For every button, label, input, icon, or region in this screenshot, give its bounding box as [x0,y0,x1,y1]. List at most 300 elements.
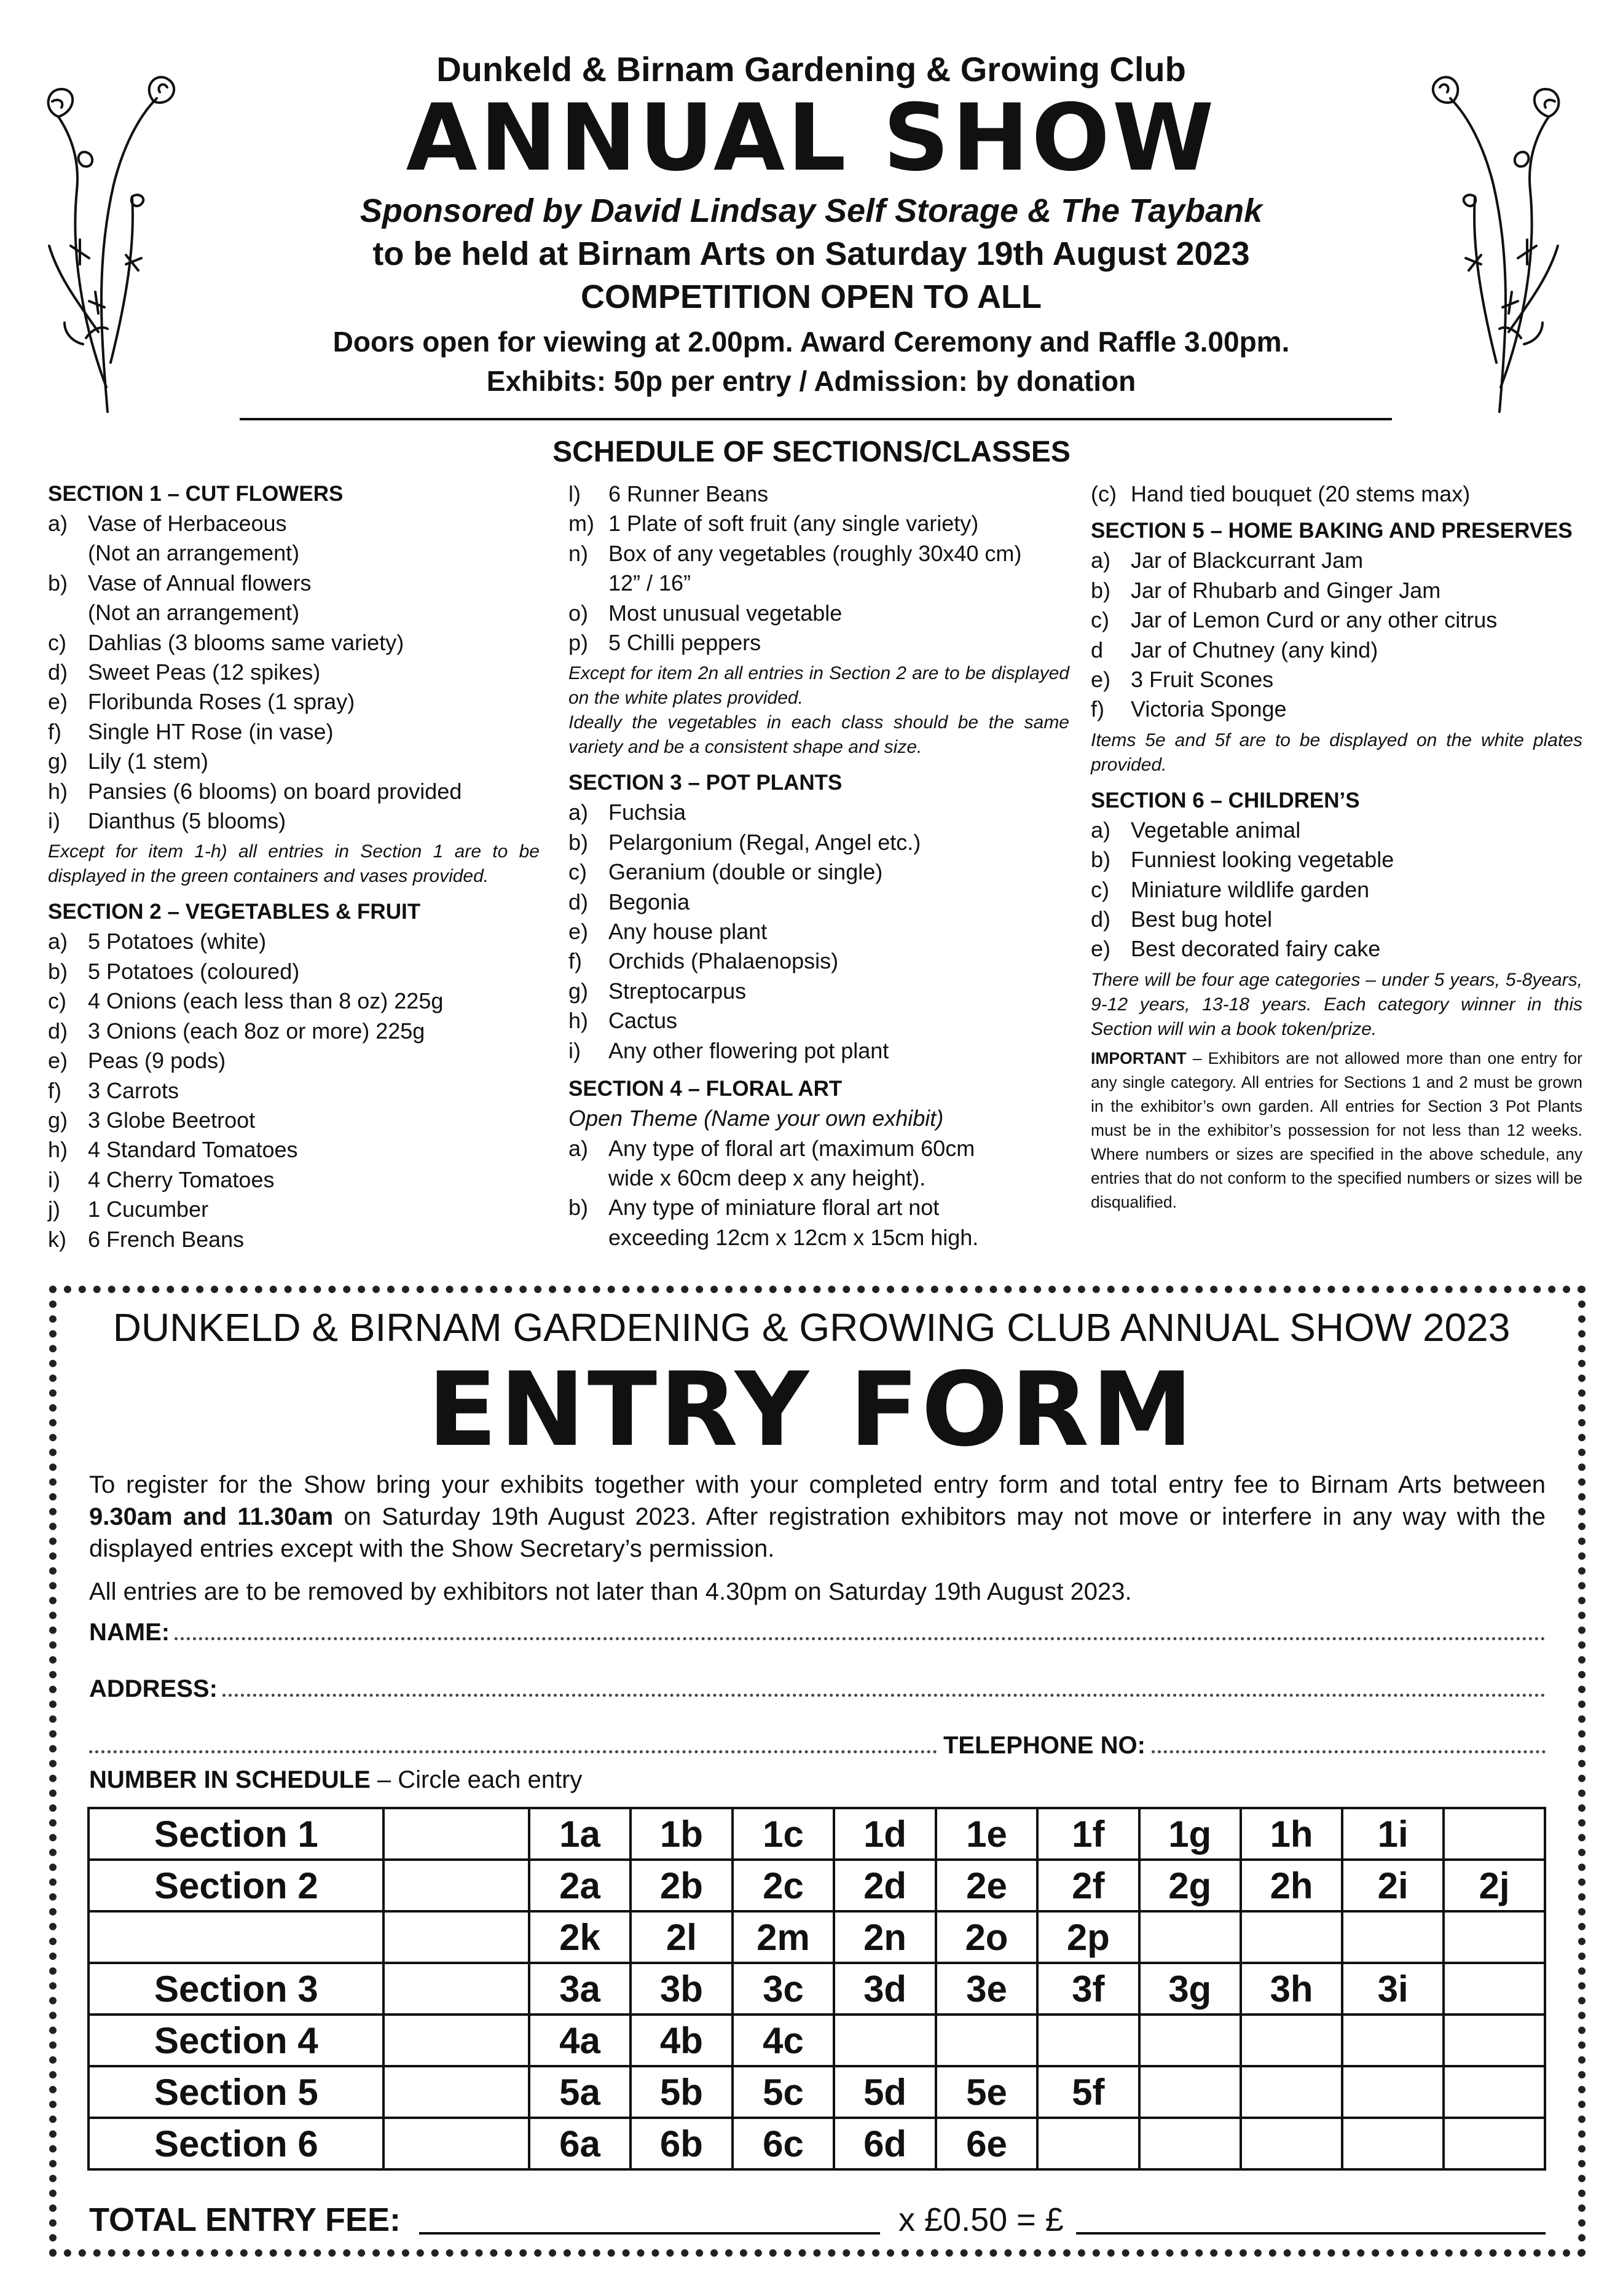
list-item [568,599,1069,628]
grid-empty-cell [936,2015,1037,2066]
item-letter: d) [1091,906,1111,932]
item-letter: d) [48,659,68,685]
list-item [1091,694,1582,724]
list-item [1091,665,1582,694]
list-item [568,798,1069,827]
class-number-cell[interactable]: 6d [834,2118,935,2169]
grid-empty-cell [1037,2015,1139,2066]
name-input-line[interactable] [175,1616,1546,1640]
class-number-cell[interactable]: 5c [733,2066,835,2118]
item-text: exceeding 12cm x 12cm x 15cm high. [608,1224,979,1250]
section-1-list [48,509,540,836]
item-letter: i) [48,808,60,834]
item-letter [568,568,608,598]
class-number-cell[interactable]: 5a [529,2066,631,2118]
class-number-cell[interactable]: 1e [936,1808,1037,1860]
class-number-cell[interactable]: 3e [936,1963,1037,2015]
list-item [1091,635,1582,665]
item-text: Vase of Herbaceous [88,511,287,536]
class-number-cell[interactable]: 3f [1037,1963,1139,2015]
list-item [568,628,1069,658]
telephone-input-line[interactable] [1152,1729,1546,1753]
section-5-note: Items 5e and 5f are to be displayed on the white plates provided. [1091,729,1582,775]
class-number-cell[interactable]: 5d [834,2066,935,2118]
item-letter: a) [48,511,68,536]
number-hint: – Circle each entry [370,1766,583,1793]
item-text: Jar of Blackcurrant Jam [1131,548,1364,573]
list-item [48,568,540,598]
section-4-list [568,1134,1069,1253]
item-letter: g) [568,978,589,1004]
class-number-cell[interactable]: 2n [834,1911,935,1963]
class-number-cell[interactable]: 2c [733,1860,835,1911]
item-text: Orchids (Phalaenopsis) [608,948,839,974]
item-letter: p) [568,630,589,656]
entry-form-intro [89,1469,1546,1565]
item-text: 4 Onions (each less than 8 oz) 225g [88,988,444,1014]
poster-header [221,37,1401,401]
list-item [568,1193,1069,1222]
grid-section-label [88,1911,383,1963]
class-number-cell[interactable]: 6a [529,2118,631,2169]
class-number-cell[interactable]: 3g [1139,1963,1241,2015]
section-5-title: SECTION 5 – HOME BAKING AND PRESERVES [1091,519,1573,543]
class-number-cell[interactable]: 2h [1241,1860,1342,1911]
address-label: ADDRESS: [89,1675,218,1702]
list-item [48,1076,540,1106]
item-letter: c) [568,859,587,885]
item-text: Miniature wildlife garden [1131,876,1370,902]
grid-empty-cell [1444,2015,1545,2066]
flower-illustration-mirrored [1426,43,1573,424]
open-to-all: COMPETITION OPEN TO ALL [580,278,1042,315]
class-number-cell[interactable]: 2m [733,1911,835,1963]
list-item [48,777,540,806]
item-letter [48,538,88,568]
section-2-note-1: Except for item 2n all entries in Section 2 are to be displayed on the white plates provided. [568,663,1069,709]
name-field[interactable] [89,1616,1546,1648]
important-label: IMPORTANT [1091,1048,1187,1067]
class-number-cell[interactable]: 1f [1037,1808,1139,1860]
section-3-list [568,798,1069,1066]
class-number-cell[interactable]: 5e [936,2066,1037,2118]
list-item [1091,605,1582,635]
class-number-cell[interactable]: 2k [529,1911,631,1963]
item-text: Pelargonium (Regal, Angel etc.) [608,829,921,855]
item-text: Most unusual vegetable [608,600,843,626]
class-number-cell[interactable]: 6e [936,2118,1037,2169]
item-letter: b) [48,570,68,596]
class-number-cell[interactable]: 2l [631,1911,732,1963]
list-item [48,1016,540,1046]
section-1-title: SECTION 1 – CUT FLOWERS [48,482,344,506]
grid-empty-cell [1444,2066,1545,2118]
grid-row [88,1911,1545,1963]
grid-section-label: Section 2 [88,1860,383,1911]
list-item [1091,576,1582,605]
class-number-cell[interactable]: 5f [1037,2066,1139,2118]
class-number-cell[interactable]: 2f [1037,1860,1139,1911]
item-letter: b) [568,829,589,855]
list-item [568,977,1069,1006]
item-text: 5 Chilli peppers [608,630,761,656]
list-item [568,1134,1069,1163]
list-item [1091,479,1582,509]
grid-blank-cell [383,2118,529,2169]
item-letter [568,1163,608,1193]
telephone-label: TELEPHONE NO: [943,1732,1146,1759]
list-item [568,1036,1069,1066]
class-number-cell[interactable]: 6c [733,2118,835,2169]
item-letter: c) [1091,876,1109,902]
grid-empty-cell [1342,1911,1444,1963]
item-text: Any type of floral art (maximum 60cm [608,1135,975,1161]
section-2-list-b [568,479,1069,658]
class-number-cell[interactable]: 4c [733,2015,835,2066]
class-number-cell[interactable]: 2e [936,1860,1037,1911]
class-number-cell[interactable]: 3h [1241,1963,1342,2015]
item-text: Vase of Annual flowers [88,570,312,596]
list-item [48,628,540,658]
item-text: Floribunda Roses (1 spray) [88,689,355,715]
list-item [568,479,1069,509]
number-in-schedule [89,1764,582,1796]
section-4-title: SECTION 4 – FLORAL ART [568,1077,843,1101]
address-field[interactable] [89,1673,1546,1705]
grid-empty-cell [1241,2118,1342,2169]
list-item [48,1195,540,1224]
list-item [568,887,1069,917]
class-number-cell[interactable]: 1g [1139,1808,1241,1860]
item-letter: e) [48,689,68,715]
item-text: (Not an arrangement) [88,600,300,626]
item-text: Vegetable animal [1131,817,1301,843]
item-text: Best bug hotel [1131,906,1273,932]
schedule-heading: SCHEDULE OF SECTIONS/CLASSES [552,436,1071,468]
item-letter: i) [568,1037,581,1063]
grid-row [88,1963,1545,2015]
item-text: Hand tied bouquet (20 stems max) [1131,481,1471,506]
item-letter: j) [48,1197,60,1222]
grid-row [88,1860,1545,1911]
class-number-cell[interactable]: 4a [529,2015,631,2066]
list-item [48,1106,540,1135]
item-letter: k) [48,1226,66,1252]
item-letter: f) [1091,696,1104,722]
item-text: Dahlias (3 blooms same variety) [88,629,404,655]
name-label: NAME: [89,1619,170,1646]
class-number-cell[interactable]: 6b [631,2118,732,2169]
item-letter: e) [1091,667,1111,693]
item-letter: g) [48,749,68,774]
item-text: 3 Carrots [88,1077,179,1103]
item-letter: a) [1091,548,1111,573]
item-letter: b) [48,958,68,984]
item-text: 1 Plate of soft fruit (any single variety) [608,511,979,537]
list-item [48,1165,540,1195]
item-letter: b) [1091,577,1111,603]
list-item [568,509,1069,538]
item-text: 3 Onions (each 8oz or more) 225g [88,1018,425,1044]
grid-empty-cell [1139,2118,1241,2169]
item-letter: (c) [1091,481,1117,506]
grid-section-label: Section 3 [88,1963,383,2015]
item-letter: m) [568,511,594,537]
section-6-title: SECTION 6 – CHILDREN’S [1091,788,1360,812]
grid-row [88,2015,1545,2066]
total-amount-line[interactable] [1076,2201,1546,2235]
list-item [568,568,1069,598]
grid-blank-cell [383,1963,529,2015]
item-letter: b) [1091,847,1111,873]
list-item [48,598,540,627]
item-letter: d [1091,637,1104,662]
item-letter: c) [48,988,66,1014]
item-letter: e) [48,1048,68,1074]
intro-time: 9.30am and 11.30am [89,1503,334,1530]
item-text: Streptocarpus [608,978,747,1004]
list-item [1091,875,1582,905]
list-item [1091,934,1582,964]
item-text: 5 Potatoes (coloured) [88,958,300,984]
item-text: 3 Fruit Scones [1131,667,1274,693]
class-number-cell[interactable]: 1c [733,1808,835,1860]
list-item [48,957,540,986]
intro-text-2: on Saturday 19th August 2023. After registration exhibitors may not move or interfere in any way with the displayed entries except with the Show Secretary’s permission. [89,1503,1546,1562]
item-text: Dianthus (5 blooms) [88,808,286,834]
important-notice [1091,1047,1582,1214]
grid-blank-cell [383,2015,529,2066]
class-number-cell[interactable]: 2p [1037,1911,1139,1963]
grid-empty-cell [1342,2118,1444,2169]
grid-empty-cell [1139,1911,1241,1963]
item-text: Peas (9 pods) [88,1048,226,1074]
grid-blank-cell [383,1808,529,1860]
entry-form-removal: All entries are to be removed by exhibitors not later than 4.30pm on Saturday 19th August 2023. [89,1578,1132,1605]
grid-empty-cell [1241,1911,1342,1963]
entry-count-line[interactable] [419,2201,880,2235]
item-letter: e) [568,919,589,945]
section-2-list-a [48,927,540,1254]
club-name: Dunkeld & Birnam Gardening & Growing Club [436,50,1186,88]
section-4-theme: Open Theme (Name your own exhibit) [568,1106,944,1131]
item-letter: l) [568,481,581,506]
grid-empty-cell [1342,2015,1444,2066]
item-letter: a) [568,800,589,825]
class-number-cell[interactable]: 3b [631,1963,732,2015]
item-text: 4 Cherry Tomatoes [88,1166,275,1192]
grid-empty-cell [1037,2118,1139,2169]
number-label: NUMBER IN SCHEDULE [89,1766,371,1793]
list-item [48,986,540,1016]
item-letter: h) [48,1137,68,1163]
class-number-cell[interactable]: 3i [1342,1963,1444,2015]
item-letter: a) [48,929,68,954]
list-item [1091,816,1582,845]
class-number-cell[interactable]: 2i [1342,1860,1444,1911]
item-letter: o) [568,600,589,626]
item-text: Jar of Rhubarb and Ginger Jam [1131,577,1441,603]
grid-section-label: Section 6 [88,2118,383,2169]
schedule-column-2 [568,479,1069,1252]
class-number-cell[interactable]: 1d [834,1808,935,1860]
item-letter: n) [568,540,589,566]
item-letter: f) [48,1077,61,1103]
address-line-2[interactable] [89,1729,937,1753]
item-text: 1 Cucumber [88,1197,209,1222]
item-text: Any house plant [608,919,768,945]
item-text: Lily (1 stem) [88,749,209,774]
list-item [48,927,540,956]
item-letter: b) [568,1195,589,1221]
list-item [48,1135,540,1165]
grid-empty-cell [1444,1911,1545,1963]
item-text: Jar of Chutney (any kind) [1131,637,1378,662]
item-text: Box of any vegetables (roughly 30x40 cm) [608,540,1022,566]
grid-row [88,2118,1545,2169]
item-text: Jar of Lemon Curd or any other citrus [1131,607,1498,633]
item-letter: d) [48,1018,68,1044]
schedule-column-3 [1091,479,1582,1214]
entry-grid [87,1807,1546,2171]
section-2-title: SECTION 2 – VEGETABLES & FRUIT [48,900,421,924]
grid-empty-cell [1139,2066,1241,2118]
grid-blank-cell [383,2066,529,2118]
address-input-line[interactable] [222,1673,1546,1697]
item-text: Sweet Peas (12 spikes) [88,659,321,685]
item-letter: h) [568,1008,589,1034]
item-text: 6 Runner Beans [608,481,769,506]
class-number-cell[interactable]: 3d [834,1963,935,2015]
class-number-cell[interactable]: 2g [1139,1860,1241,1911]
list-item [48,658,540,687]
list-item [48,1225,540,1254]
item-letter: c) [1091,607,1109,633]
intro-text-1: To register for the Show bring your exhibits together with your completed entry form and total entry fee to Birnam Arts between [89,1471,1546,1498]
item-text: Funniest looking vegetable [1131,847,1394,873]
list-item [568,828,1069,857]
item-letter: f) [568,948,582,974]
header-divider [240,418,1392,420]
section-5-list [1091,546,1582,724]
item-letter: h) [48,778,68,804]
item-text: Any other flowering pot plant [608,1037,889,1063]
item-letter [568,1223,608,1252]
item-letter: d) [568,889,589,914]
section-2-note [568,661,1069,710]
item-text: Victoria Sponge [1131,696,1287,722]
class-number-cell[interactable]: 3c [733,1963,835,2015]
item-text: Best decorated fairy cake [1131,936,1381,962]
exhibits-line: Exhibits: 50p per entry / Admission: by donation [486,365,1136,397]
item-letter: i) [48,1166,60,1192]
show-title: ANNUAL SHOW [406,85,1217,192]
list-item [48,1046,540,1075]
item-text: 3 Globe Beetroot [88,1107,256,1133]
item-text: Pansies (6 blooms) on board provided [88,778,462,804]
item-text: 6 French Beans [88,1226,245,1252]
section-6-list [1091,816,1582,964]
grid-empty-cell [834,2015,935,2066]
item-text: Fuchsia [608,800,686,825]
item-letter: a) [568,1135,589,1161]
total-fee-row [89,2200,1546,2239]
item-letter: a) [1091,817,1111,843]
grid-row [88,1808,1545,1860]
grid-section-label: Section 5 [88,2066,383,2118]
list-item [568,857,1069,887]
item-text: wide x 60cm deep x any height). [608,1165,926,1190]
flower-illustration [34,43,181,424]
item-letter: c) [48,629,66,655]
grid-empty-cell [1241,2066,1342,2118]
grid-blank-cell [383,1860,529,1911]
item-text: (Not an arrangement) [88,540,300,566]
class-number-cell[interactable]: 2d [834,1860,935,1911]
class-number-cell[interactable]: 1a [529,1808,631,1860]
sponsor-line: Sponsored by David Lindsay Self Storage & The Taybank [360,192,1263,229]
section-2-note-2: Ideally the vegetables in each class should be the same variety and be a consistent shape and size. [568,712,1069,758]
item-text: 12” / 16” [608,570,691,596]
class-number-cell[interactable]: 2o [936,1911,1037,1963]
class-number-cell[interactable]: 3a [529,1963,631,2015]
telephone-row[interactable] [89,1729,1546,1761]
class-number-cell[interactable]: 2b [631,1860,732,1911]
section-1-note: Except for item 1-h) all entries in Section 1 are to be displayed in the green containers and vases provided. [48,841,540,887]
list-item [568,1223,1069,1252]
grid-section-label: Section 1 [88,1808,383,1860]
grid-empty-cell [1342,2066,1444,2118]
list-item [48,687,540,717]
total-fee-label: TOTAL ENTRY FEE: [89,2201,401,2238]
class-number-cell[interactable]: 1i [1342,1808,1444,1860]
item-text: Begonia [608,889,690,914]
grid-empty-cell [1444,1808,1545,1860]
item-text: Geranium (double or single) [608,859,883,885]
item-letter: e) [1091,936,1111,962]
important-text: – Exhibitors are not allowed more than one entry for any single category. All entries for Sections 1 and 2 must be grown in the exhibitor’s own garden. All entries for Section 3 Pot Plants must be in the exhibitor’s possession for not less than 12 weeks. Where numbers or sizes are specified in the above schedule, any entries that do not conform to the specified numbers or sizes will be disqualified. [1091,1048,1582,1211]
item-text: 4 Standard Tomatoes [88,1137,298,1163]
class-number-cell[interactable]: 4b [631,2015,732,2066]
list-item [1091,845,1582,875]
item-text: Cactus [608,1008,678,1034]
schedule-column-1 [48,479,540,1254]
doors-line: Doors open for viewing at 2.00pm. Award Ceremony and Raffle 3.00pm. [332,326,1290,358]
class-number-cell[interactable]: 5b [631,2066,732,2118]
class-number-cell[interactable]: 1b [631,1808,732,1860]
list-item [568,1163,1069,1193]
item-letter: f) [48,718,61,744]
entry-form-heading: DUNKELD & BIRNAM GARDENING & GROWING CLUB ANNUAL SHOW 2023 [112,1305,1511,1350]
item-text: Single HT Rose (in vase) [88,718,334,744]
grid-empty-cell [1444,1963,1545,2015]
list-item [568,539,1069,568]
grid-empty-cell [1444,2118,1545,2169]
list-item [568,1006,1069,1036]
list-item [48,717,540,747]
item-letter: g) [48,1107,68,1133]
grid-empty-cell [1139,2015,1241,2066]
class-number-cell[interactable]: 2j [1444,1860,1545,1911]
item-text: 5 Potatoes (white) [88,929,267,954]
list-item [1091,546,1582,575]
entry-form-title: ENTRY FORM [427,1351,1196,1469]
class-number-cell[interactable]: 1h [1241,1808,1342,1860]
grid-empty-cell [1241,2015,1342,2066]
class-number-cell[interactable]: 2a [529,1860,631,1911]
fee-multiplier: x £0.50 = £ [898,2201,1064,2238]
venue-line: to be held at Birnam Arts on Saturday 19th August 2023 [372,235,1250,272]
